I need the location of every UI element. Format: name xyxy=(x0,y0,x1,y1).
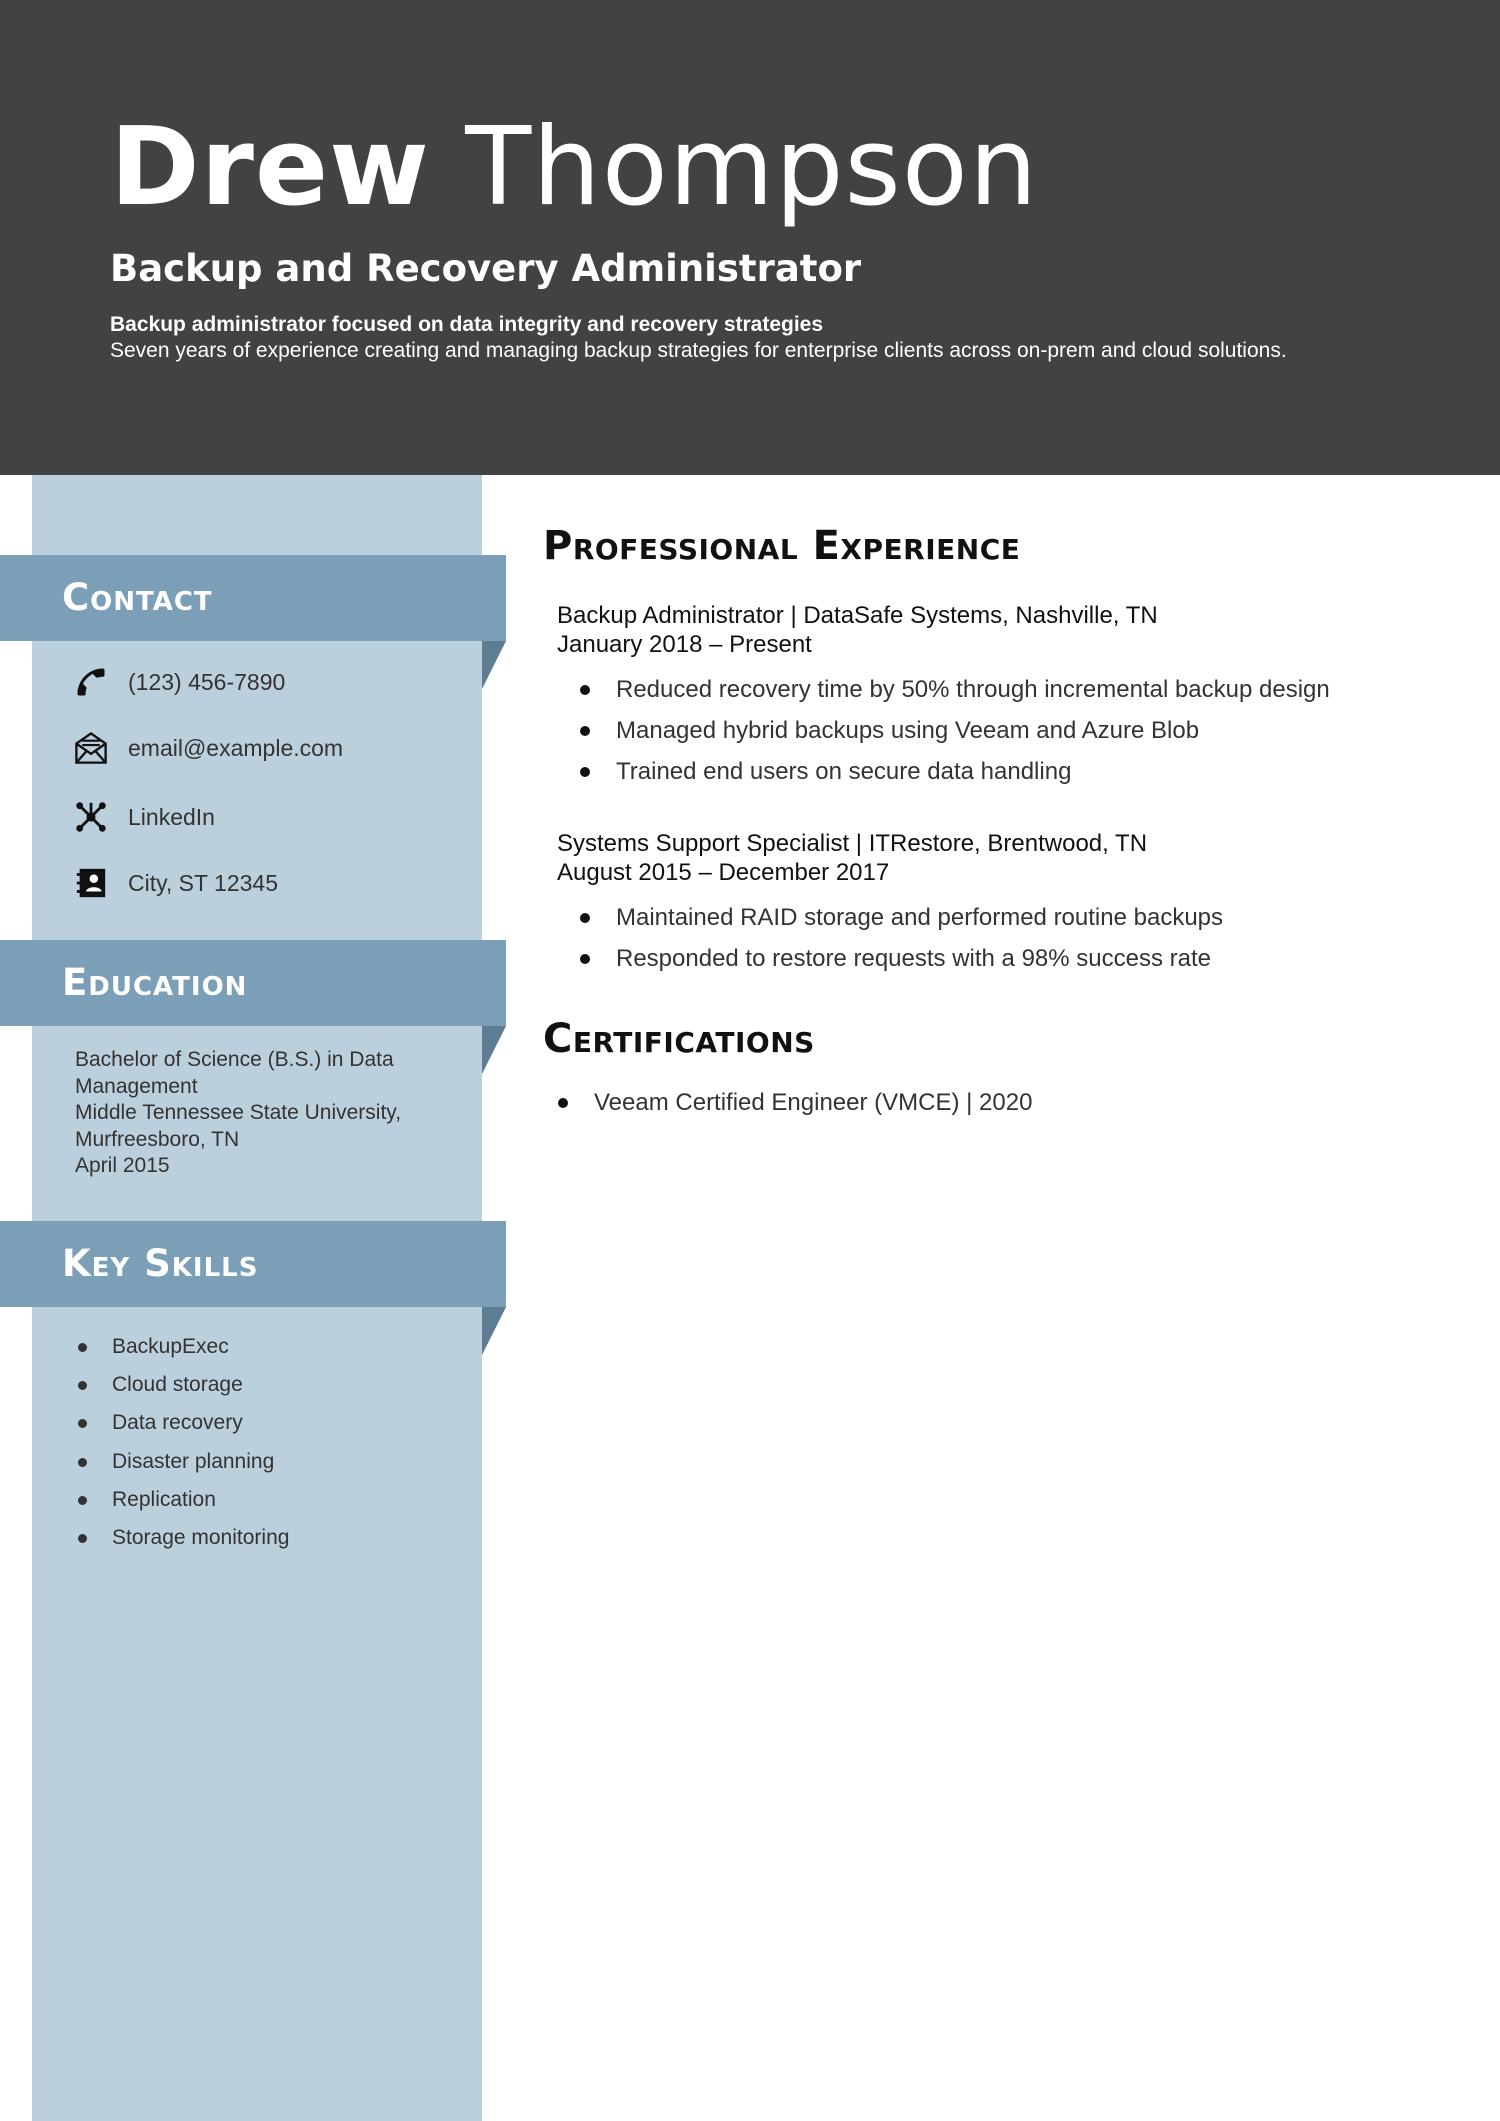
job-bullet: Trained end users on secure data handling xyxy=(578,751,1330,792)
education-details xyxy=(75,1047,475,1180)
skill-item: Disaster planning xyxy=(72,1443,289,1481)
job-bullet: Maintained RAID storage and performed routine backups xyxy=(578,897,1223,938)
job-bullet: Responded to restore requests with a 98% success rate xyxy=(578,938,1223,979)
contact-phone xyxy=(72,662,285,702)
education-line: Bachelor of Science (B.S.) in Data xyxy=(75,1048,394,1071)
job-title-line: Systems Support Specialist | ITRestore, Brentwood, TN xyxy=(557,830,1148,857)
education-section-header xyxy=(0,940,506,1026)
skills-list xyxy=(72,1328,289,1557)
skill-item: Storage monitoring xyxy=(72,1519,289,1557)
summary-headline: Backup administrator focused on data integrity and recovery strategies xyxy=(110,313,824,336)
resume-header xyxy=(0,0,1500,475)
job-dates: August 2015 – December 2017 xyxy=(557,859,890,886)
linkedin-link[interactable]: LinkedIn xyxy=(128,803,215,830)
job-dates: January 2018 – Present xyxy=(557,631,812,658)
summary-text: Seven years of experience creating and managing backup strategies for enterprise clients across on-prem and cloud solutions. xyxy=(110,339,1287,362)
certifications-list xyxy=(556,1083,1032,1123)
education-heading: Education xyxy=(62,961,248,1004)
contact-heading: Contact xyxy=(62,576,213,619)
skill-item: Data recovery xyxy=(72,1404,289,1442)
job-bullets xyxy=(578,669,1330,792)
skills-heading: Key Skills xyxy=(62,1242,259,1285)
contact-location xyxy=(72,863,278,903)
skill-item: Cloud storage xyxy=(72,1366,289,1404)
email-address[interactable]: email@example.com xyxy=(128,734,344,761)
contact-email xyxy=(72,728,343,768)
education-line: Management xyxy=(75,1074,198,1098)
skills-band-fold xyxy=(482,1307,506,1355)
education-band-fold xyxy=(482,1026,506,1074)
education-line: Middle Tennessee State University, xyxy=(75,1101,402,1124)
job-title: Backup and Recovery Administrator xyxy=(110,247,862,290)
experience-heading: Professional Experience xyxy=(543,523,1021,569)
education-line: Murfreesboro, TN xyxy=(75,1127,240,1151)
education-line: April 2015 xyxy=(75,1154,170,1177)
contact-card-icon xyxy=(72,864,110,902)
last-name: Thompson xyxy=(465,105,1039,230)
location: City, ST 12345 xyxy=(128,869,279,896)
job-bullets xyxy=(578,897,1223,979)
first-name: Drew xyxy=(110,105,430,230)
envelope-icon xyxy=(72,729,110,767)
job-title-line: Backup Administrator | DataSafe Systems, Nashville, TN xyxy=(557,602,1158,629)
certification-item: Veeam Certified Engineer (VMCE) | 2020 xyxy=(556,1083,1032,1123)
phone-icon xyxy=(72,663,110,701)
contact-band-fold xyxy=(482,641,506,689)
skills-section-header xyxy=(0,1221,506,1307)
network-icon xyxy=(72,798,110,836)
skill-item: BackupExec xyxy=(72,1328,289,1366)
skill-item: Replication xyxy=(72,1481,289,1519)
job-bullet: Managed hybrid backups using Veeam and Azure Blob xyxy=(578,710,1330,751)
certifications-heading: Certifications xyxy=(543,1016,815,1062)
contact-linkedin xyxy=(72,797,215,837)
phone-number[interactable]: (123) 456-7890 xyxy=(128,668,286,695)
contact-section-header xyxy=(0,555,506,641)
job-bullet: Reduced recovery time by 50% through incremental backup design xyxy=(578,669,1330,710)
candidate-name xyxy=(110,105,1039,230)
